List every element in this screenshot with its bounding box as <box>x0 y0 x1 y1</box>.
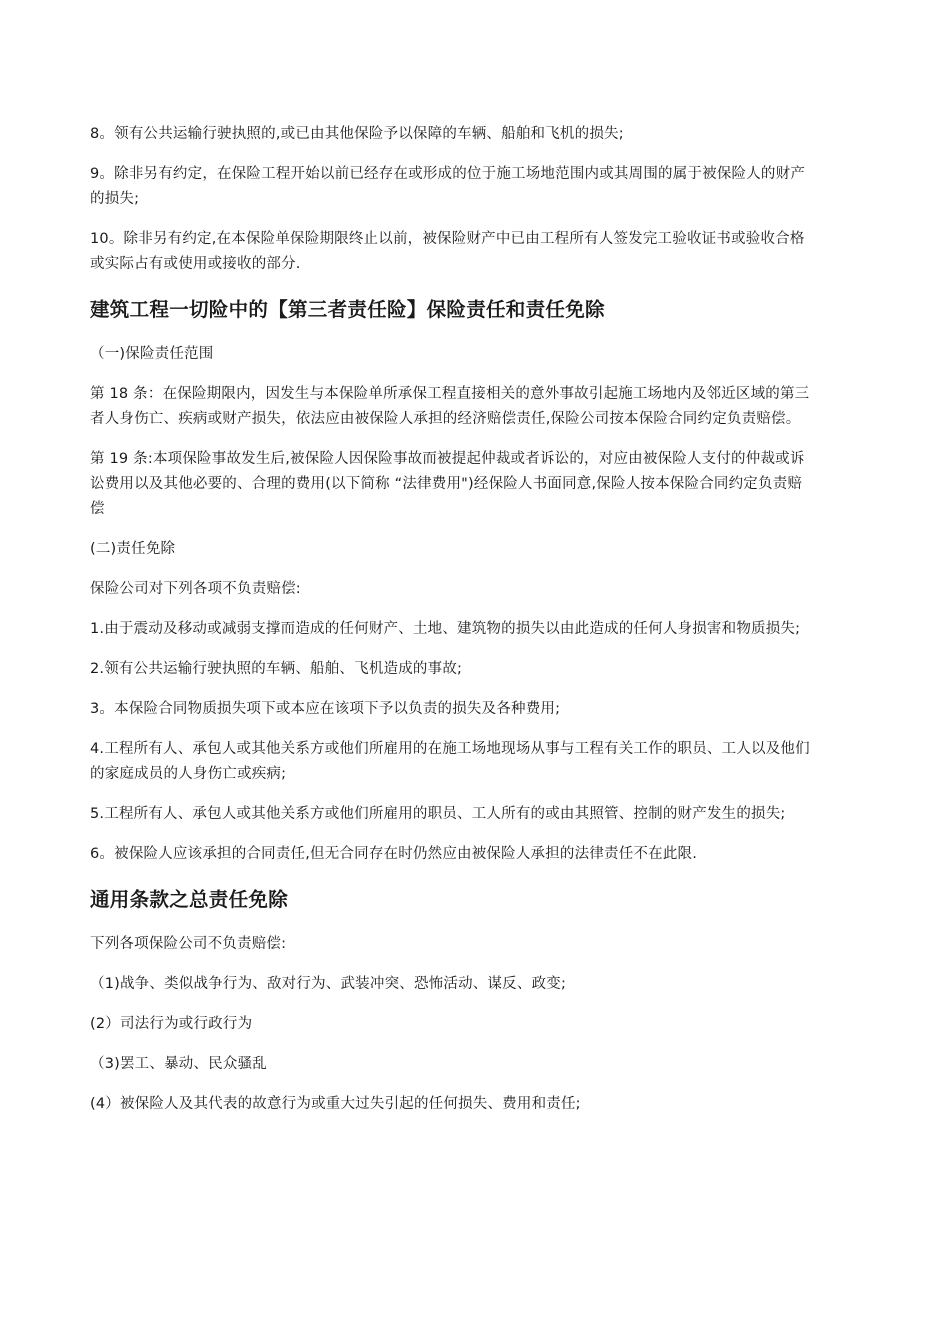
document-page <box>90 122 810 1132</box>
liability-exclusion-item-3: 3。本保险合同物质损失项下或本应在该项下予以负责的损失及各种费用; <box>90 701 561 717</box>
exclusion-item-9: 9。除非另有约定，在保险工程开始以前已经存在或形成的位于施工场地范围内或其周围的属于被保险人的财产的损失; <box>90 166 806 207</box>
liability-exclusion-intro: 保险公司对下列各项不负责赔偿: <box>90 581 301 597</box>
general-exclusions-heading: 通用条款之总责任免除 <box>90 888 289 911</box>
article-18: 第 18 条：在保险期限内，因发生与本保险单所承保工程直接相关的意外事故引起施工场地内及邻近区域的第三者人身伤亡、疾病或财产损失，依法应由被保险人承担的经济赔偿责任,保险公司按本保险合同约定负责赔偿。 <box>90 386 810 427</box>
liability-exclusion-item-2: 2.领有公共运输行驶执照的车辆、船舶、飞机造成的事故; <box>90 661 463 677</box>
general-exclusion-item-1: （1)战争、类似战争行为、敌对行为、武装冲突、恐怖活动、谋反、政变; <box>90 976 567 992</box>
liability-exclusion-item-1: 1.由于震动及移动或减弱支撑而造成的任何财产、土地、建筑物的损失以由此造成的任何人身损害和物质损失; <box>90 621 801 637</box>
liability-exclusion-item-6: 6。被保险人应该承担的合同责任,但无合同存在时仍然应由被保险人承担的法律责任不在此限. <box>90 846 698 862</box>
general-exclusion-item-4: (4）被保险人及其代表的故意行为或重大过失引起的任何损失、费用和责任; <box>90 1096 581 1112</box>
article-19: 第 19 条:本项保险事故发生后,被保险人因保险事故而被提起仲裁或者诉讼的，对应由被保险人支付的仲裁或诉讼费用以及其他必要的、合理的费用(以下简称 “法律费用")经保险人书面同意,保险人按本保险合同约定负责赔偿 <box>90 451 805 517</box>
liability-scope-title: （一)保险责任范围 <box>90 346 214 362</box>
exclusion-item-8: 8。领有公共运输行驶执照的,或已由其他保险予以保障的车辆、船舶和飞机的损失; <box>90 126 624 142</box>
general-exclusion-item-2: (2）司法行为或行政行为 <box>90 1016 253 1032</box>
third-party-liability-heading: 建筑工程一切险中的【第三者责任险】保险责任和责任免除 <box>90 298 605 321</box>
general-exclusions-intro: 下列各项保险公司不负责赔偿: <box>90 936 287 952</box>
liability-exclusion-item-4: 4.工程所有人、承包人或其他关系方或他们所雇用的在施工场地现场从事与工程有关工作的职员、工人以及他们的家庭成员的人身伤亡或疾病; <box>90 741 810 782</box>
exclusion-item-10: 10。除非另有约定,在本保险单保险期限终止以前，被保险财产中已由工程所有人签发完工验收证书或验收合格或实际占有或使用或接收的部分. <box>90 231 805 272</box>
liability-exclusion-item-5: 5.工程所有人、承包人或其他关系方或他们所雇用的职员、工人所有的或由其照管、控制的财产发生的损失; <box>90 806 786 822</box>
liability-exclusion-title: (二)责任免除 <box>90 541 176 557</box>
general-exclusion-item-3: （3)罢工、暴动、民众骚乱 <box>90 1056 267 1072</box>
